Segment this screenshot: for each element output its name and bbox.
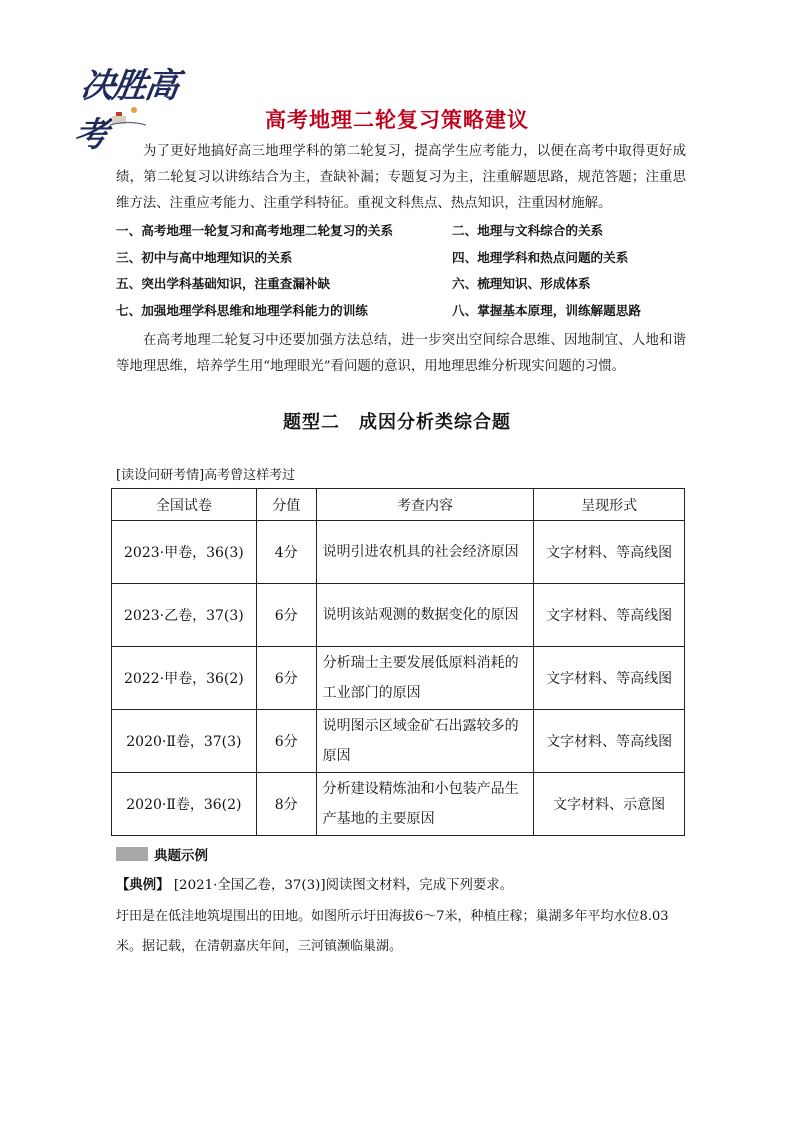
column-header: 呈现形式 <box>534 489 685 521</box>
intro-paragraph: 为了更好地搞好高三地理学科的第二轮复习，提高学生应考能力，以便在高考中取得更好成绩，第二轮复习以讲练结合为主，查缺补漏；专题复习为主，注重解题思路，规范答题；注重思维方法、注重应考能力、注重学科特征。重视文科焦点、热点知识，注重因材施解。 <box>116 144 686 211</box>
paper-cell: 2020·Ⅱ卷，36(2) <box>112 773 257 836</box>
score-cell: 8分 <box>256 773 316 836</box>
logo-text: 决胜高考 <box>71 66 180 155</box>
paper-cell: 2022·甲卷，36(2) <box>112 647 257 710</box>
content-cell: 分析瑞士主要发展低原料消耗的工业部门的原因 <box>316 647 534 710</box>
strategy-item: 一、高考地理一轮复习和高考地理二轮复习的关系 <box>116 223 394 238</box>
column-header: 考查内容 <box>316 489 534 521</box>
strategy-list <box>116 220 696 326</box>
strategy-item: 二、地理与文科综合的关系 <box>452 223 604 238</box>
strategy-row <box>116 247 696 274</box>
section-title: 题型二 成因分析类综合题 <box>283 412 511 433</box>
example-tag: 【典例】 <box>116 877 170 893</box>
strategy-item: 三、初中与高中地理知识的关系 <box>116 249 293 265</box>
table-row <box>112 521 685 584</box>
example-heading <box>116 874 513 893</box>
example-body: 圩田是在低洼地筑堤围出的田地。如图所示圩田海拔6～7米，种植庄稼；巢湖多年平均水位8.03米。据记载，在清朝嘉庆年间，三河镇濒临巢湖。 <box>116 909 669 954</box>
example-source: [2021·全国乙卷，37(3)]阅读图文材料，完成下列要求。 <box>173 878 514 893</box>
table-row <box>112 584 685 647</box>
label-marker-icon <box>116 847 148 861</box>
content-cell: 说明图示区域金矿石出露较多的原因 <box>316 710 534 773</box>
score-cell: 6分 <box>256 584 316 647</box>
form-cell: 文字材料、等高线图 <box>534 584 685 647</box>
score-cell: 4分 <box>256 521 316 584</box>
form-cell: 文字材料、等高线图 <box>534 710 685 773</box>
table-intro: [读设问研考情]高考曾这样考过 <box>116 468 296 483</box>
table-row <box>112 773 685 836</box>
strategy-row <box>116 300 696 327</box>
strategy-item: 八、掌握基本原理，训练解题思路 <box>452 302 641 318</box>
form-cell: 文字材料、等高线图 <box>534 647 685 710</box>
paper-cell: 2023·甲卷，36(3) <box>112 521 257 584</box>
method-paragraph: 在高考地理二轮复习中还要加强方法总结，进一步突出空间综合思维、因地制宜、人地和谐等地理思维，培养学生用“地理眼光”看问题的意识，用地理思维分析现实问题的习惯。 <box>116 333 686 374</box>
exam-table <box>111 488 685 836</box>
form-cell: 文字材料、等高线图 <box>534 521 685 584</box>
example-label-text: 典题示例 <box>154 848 208 864</box>
example-label <box>116 844 208 864</box>
document-title: 高考地理二轮复习策略建议 <box>265 108 529 132</box>
form-cell: 文字材料、示意图 <box>534 773 685 836</box>
paper-cell: 2023·乙卷，37(3) <box>112 584 257 647</box>
strategy-row <box>116 273 696 300</box>
paper-cell: 2020·Ⅱ卷，37(3) <box>112 710 257 773</box>
table-row <box>112 710 685 773</box>
strategy-row <box>116 220 696 247</box>
strategy-item: 五、突出学科基础知识，注重查漏补缺 <box>116 276 331 291</box>
score-cell: 6分 <box>256 710 316 773</box>
strategy-item: 七、加强地理学科思维和地理学科能力的训练 <box>116 302 368 318</box>
column-header: 分值 <box>256 489 316 521</box>
content-cell: 分析建设精炼油和小包装产品生产基地的主要原因 <box>316 773 534 836</box>
strategy-item: 六、梳理知识、形成体系 <box>452 276 591 291</box>
table-header-row <box>112 489 685 521</box>
content-cell: 说明引进农机具的社会经济原因 <box>316 521 534 584</box>
column-header: 全国试卷 <box>112 489 257 521</box>
content-cell: 说明该站观测的数据变化的原因 <box>316 584 534 647</box>
score-cell: 6分 <box>256 647 316 710</box>
table-row <box>112 647 685 710</box>
strategy-item: 四、地理学科和热点问题的关系 <box>452 249 629 265</box>
